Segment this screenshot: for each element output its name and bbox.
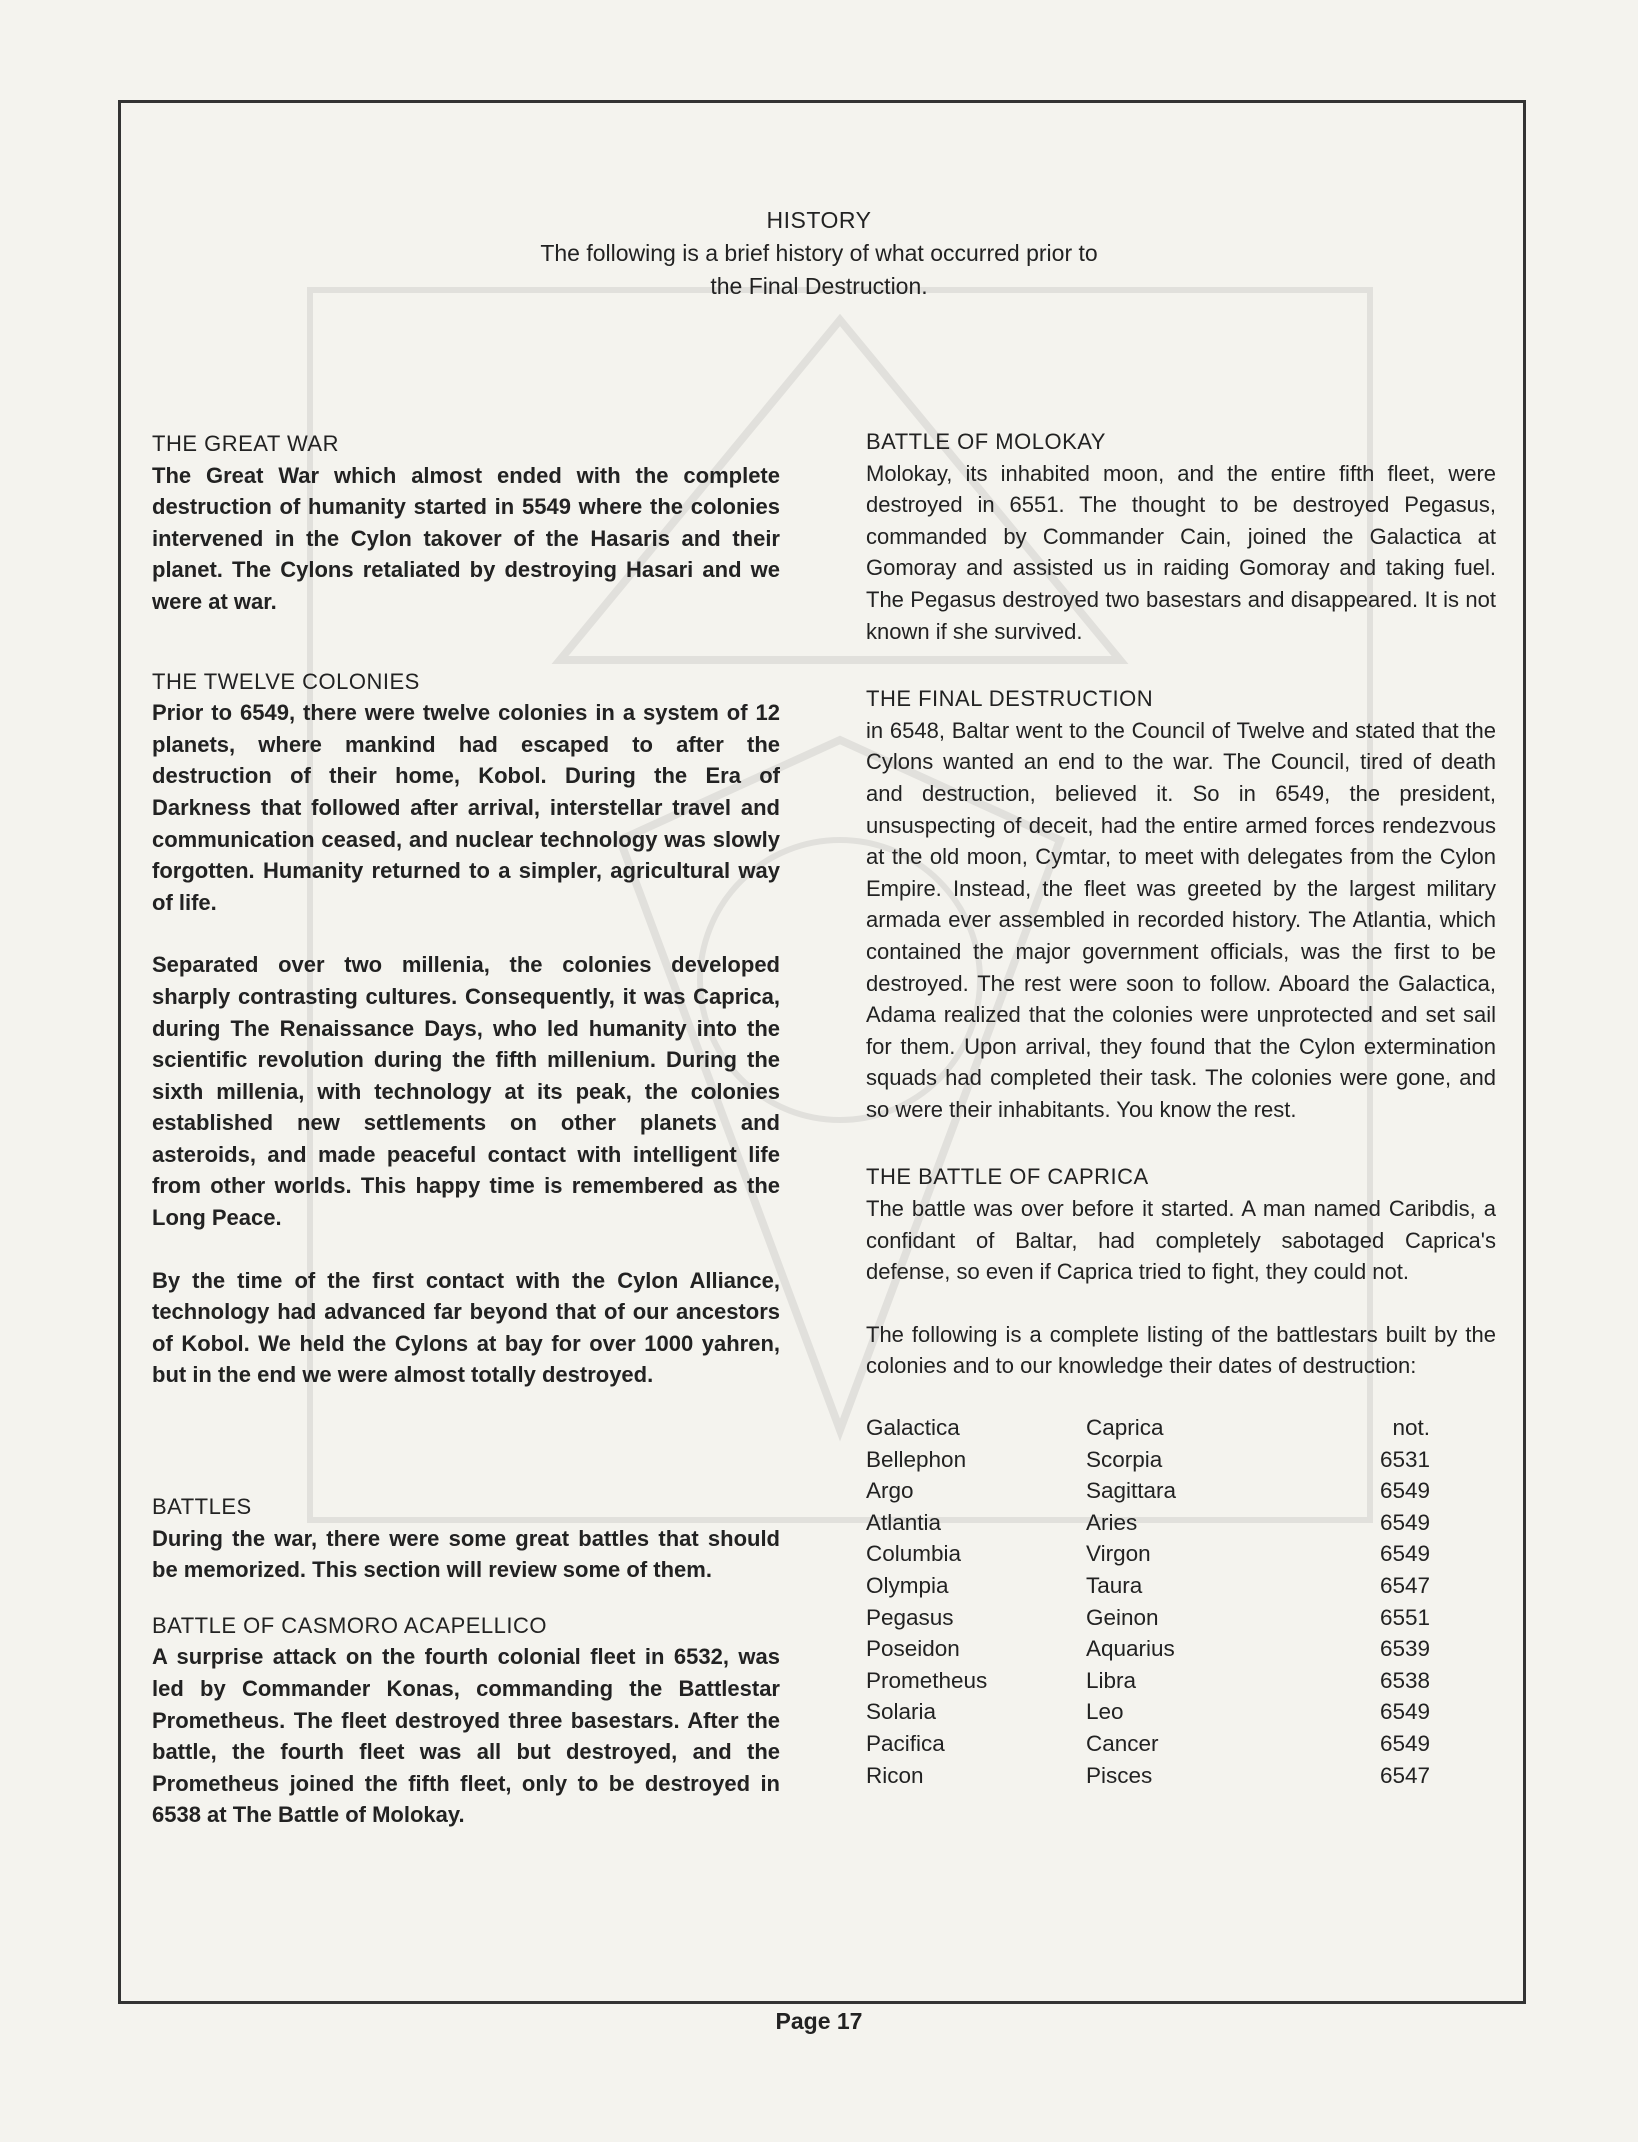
- ship-name: Solaria: [866, 1699, 937, 1725]
- colony-name: Taura: [1086, 1573, 1143, 1598]
- final-destruction-title: THE FINAL DESTRUCTION: [866, 686, 1154, 712]
- colony-name: Cancer: [1086, 1730, 1159, 1756]
- casmoro-section: [152, 1610, 780, 1831]
- molokay-body: Molokay, its inhabited moon, and the entire fifth fleet, were destroyed in 6551. The thought to be destroyed Pegasus, commanded by Commander Cain, joined the Galactica at Gomoray and assisted us in raiding Gomoray and taking fuel. The Pegasus destroyed two basestars and disappeared. It is not known if she survived.: [866, 460, 1496, 644]
- battles-title: BATTLES: [152, 1494, 252, 1520]
- molokay-title: BATTLE OF MOLOKAY: [866, 429, 1106, 454]
- casmoro-title: BATTLE OF CASMORO ACAPELLICO: [152, 1612, 548, 1638]
- final-destruction-body: in 6548, Baltar went to the Council of Twelve and stated that the Cylons wanted an end to the war. The Council, tired of death and destruction, believed it. So in 6549, the president, unsuspecting of deceit, had the entire armed forces rendezvous at the old moon, Cymtar, to meet with delegates from the Cylon Empire. Instead, the fleet was greeted by the largest military armada ever assembled in recorded history. The Atlantia, which contained the major government officials, was the first to be destroyed. The rest were soon to follow. Aboard the Galactica, Adama realized that the colonies were unprotected and set sail for them. Upon arrival, they found that the Cylon extermination squads had completed their task. The colonies were gone, and so were their inhabitants. You know the rest.: [866, 717, 1496, 1122]
- destruction-date: 6547: [1379, 1762, 1430, 1788]
- colony-name: Sagittara: [1086, 1478, 1177, 1504]
- twelve-colonies-para1: Prior to 6549, there were twelve colonies in a system of 12 planets, where mankind had escaped to after the destruction of their home, Kobol. During the Era of Darkness that followed after arrival, interstellar travel and communication ceased, and nuclear technology was slowly forgotten. Humanity returned to a simpler, agricultural way of life.: [152, 700, 780, 915]
- destruction-date: 6549: [1379, 1509, 1430, 1535]
- destruction-date: 6547: [1379, 1573, 1430, 1598]
- twelve-colonies-para2: Separated over two millenia, the colonies developed sharply contrasting cultures. Consequently, it was Caprica, during The Renaissance Days, who led humanity into the scientific revolution during the fifth millenium. During the sixth millenia, with technology at its peak, the colonies established new settlements on other planets and asteroids, and made peaceful contact with intelligent life from other worlds. This happy time is remembered as the Long Peace.: [152, 952, 780, 1231]
- colony-name: Pisces: [1086, 1762, 1153, 1788]
- colony-name: Scorpia: [1086, 1446, 1163, 1472]
- colony-name: Aries: [1086, 1509, 1138, 1535]
- colony-name: Geinon: [1086, 1604, 1159, 1630]
- ship-name: Ricon: [866, 1762, 924, 1788]
- ship-name: Pacifica: [866, 1730, 945, 1756]
- destruction-date: 6539: [1379, 1636, 1430, 1662]
- colony-name: Libra: [1086, 1667, 1137, 1693]
- twelve-colonies-section: [152, 666, 780, 1391]
- destruction-date: not.: [1392, 1415, 1430, 1441]
- destruction-date: 6549: [1379, 1478, 1430, 1504]
- ship-name: Olympia: [866, 1573, 949, 1598]
- caprica-section: [866, 1161, 1496, 1382]
- ship-name: Poseidon: [866, 1636, 960, 1662]
- ship-name: Atlantia: [866, 1509, 942, 1535]
- ship-name: Galactica: [866, 1415, 960, 1441]
- destruction-date: 6549: [1379, 1730, 1430, 1756]
- destruction-date: 6549: [1379, 1541, 1430, 1567]
- ship-name: Prometheus: [866, 1667, 988, 1693]
- left-column: [152, 428, 780, 1831]
- destruction-date: 6531: [1379, 1446, 1430, 1472]
- great-war-title: THE GREAT WAR: [152, 431, 339, 456]
- caprica-body: The battle was over before it started. A man named Caribdis, a confidant of Baltar, had completely sabotaged Caprica's defense, so even if Caprica tried to fight, they could not.: [866, 1196, 1496, 1285]
- colony-name: Caprica: [1086, 1415, 1164, 1441]
- twelve-colonies-title: THE TWELVE COLONIES: [152, 668, 420, 694]
- final-destruction-section: [866, 683, 1496, 1125]
- destruction-date: 6551: [1379, 1604, 1430, 1630]
- colony-name: Aquarius: [1086, 1636, 1175, 1662]
- great-war-section: [152, 428, 780, 618]
- battles-body: During the war, there were some great battles that should be memorized. This section will review some of them.: [152, 1525, 780, 1583]
- battlestar-table: [866, 1412, 1496, 1791]
- destruction-date: 6549: [1379, 1699, 1430, 1725]
- page-number: Page 17: [775, 2008, 863, 2034]
- great-war-body: The Great War which almost ended with the complete destruction of humanity started in 5549 where the colonies intervened in the Cylon takover of the Hasaris and their planet. The Cylons retaliated by destroying Hasari and we were at war.: [152, 462, 780, 614]
- colony-name: Leo: [1086, 1699, 1124, 1725]
- history-subtitle-line2: the Final Destruction.: [710, 273, 928, 299]
- twelve-colonies-para3: By the time of the first contact with the Cylon Alliance, technology had advanced far beyond that of our ancestors of Kobol. We held the Cylons at bay for over 1000 yahren, but in the end we were almost totally destroyed.: [152, 1267, 780, 1388]
- caprica-title: THE BATTLE OF CAPRICA: [866, 1164, 1149, 1190]
- destruction-date: 6538: [1379, 1667, 1430, 1693]
- history-header: [0, 204, 1638, 303]
- listing-intro: The following is a complete listing of the battlestars built by the colonies and to our knowledge their dates of destruction:: [866, 1321, 1496, 1379]
- history-title: HISTORY: [766, 207, 872, 233]
- ship-name: Bellephon: [866, 1446, 967, 1472]
- right-column: [866, 426, 1496, 1791]
- ship-name: Columbia: [866, 1541, 962, 1567]
- colony-name: Virgon: [1086, 1541, 1151, 1567]
- casmoro-body: A surprise attack on the fourth colonial fleet in 6532, was led by Commander Konas, commanding the Battlestar Prometheus. The fleet destroyed three basestars. After the battle, the fourth fleet was all but destroyed, and the Prometheus joined the fifth fleet, only to be destroyed in 6538 at The Battle of Molokay.: [152, 1644, 780, 1828]
- ship-name: Pegasus: [866, 1604, 954, 1630]
- history-subtitle-line1: The following is a brief history of what occurred prior to: [540, 240, 1098, 266]
- ship-name: Argo: [866, 1478, 914, 1504]
- battles-section: [152, 1491, 780, 1586]
- molokay-section: [866, 426, 1496, 647]
